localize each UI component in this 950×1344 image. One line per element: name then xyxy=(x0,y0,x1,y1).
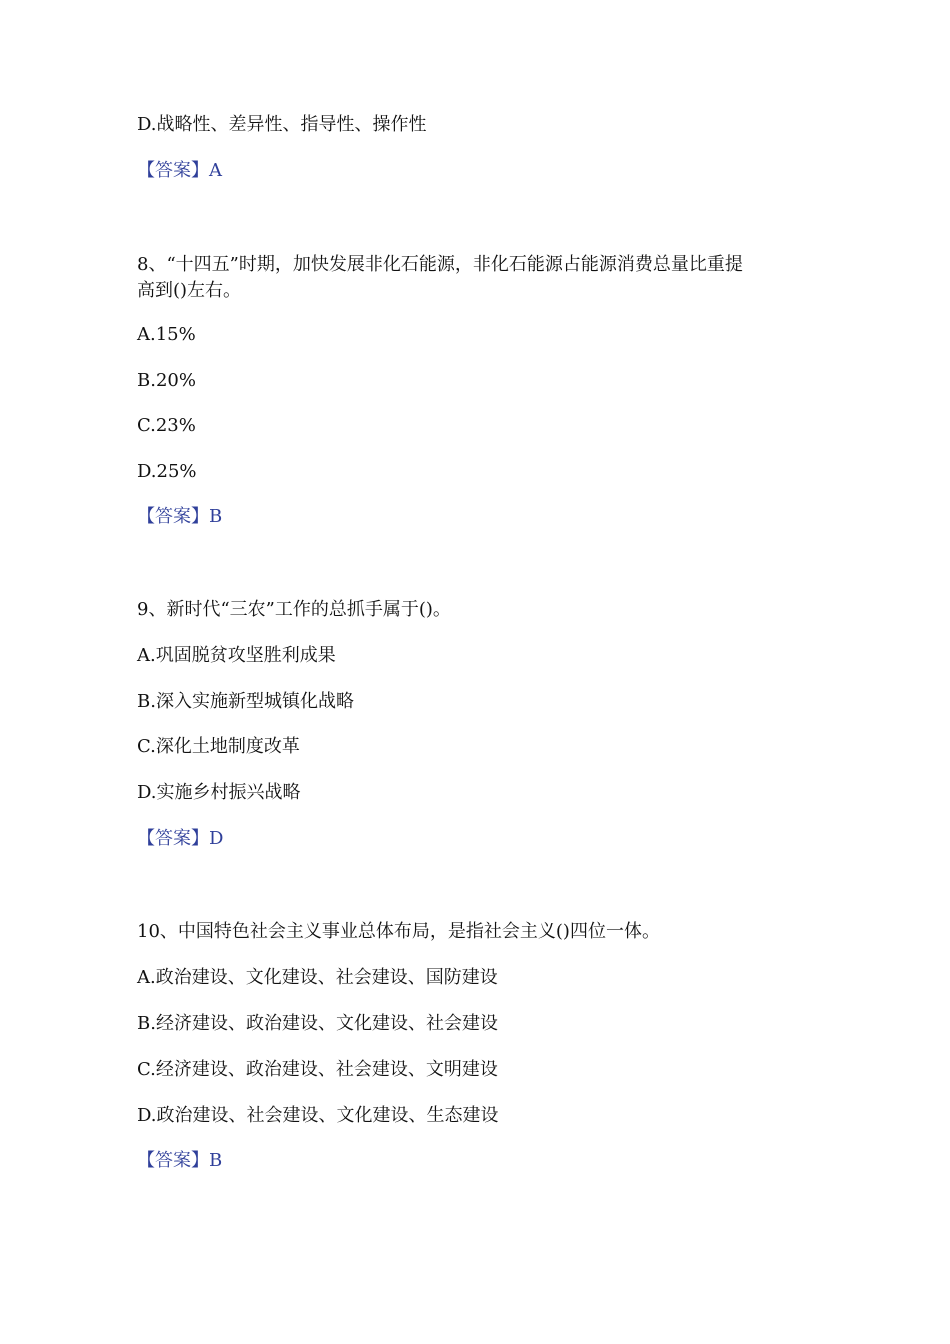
q9-option-a: A.巩固脱贫攻坚胜利成果 xyxy=(137,645,336,666)
q8-question-line-1: 8、“十四五”时期，加快发展非化石能源，非化石能源占能源消费总量比重提 xyxy=(137,254,743,275)
q10-answer: 【答案】B xyxy=(137,1150,223,1171)
q9-option-d: D.实施乡村振兴战略 xyxy=(137,782,301,803)
q8-option-b: B.20% xyxy=(137,370,196,391)
q10-option-b: B.经济建设、政治建设、文化建设、社会建设 xyxy=(137,1013,498,1034)
q9-answer: 【答案】D xyxy=(137,828,224,849)
q7-option-d: D.战略性、差异性、指导性、操作性 xyxy=(137,114,427,135)
q8-answer: 【答案】B xyxy=(137,506,223,527)
q9-option-c: C.深化土地制度改革 xyxy=(137,736,300,757)
q10-option-c: C.经济建设、政治建设、社会建设、文明建设 xyxy=(137,1059,498,1080)
q8-option-d: D.25% xyxy=(137,461,197,482)
q9-question: 9、新时代“三农”工作的总抓手属于()。 xyxy=(137,599,451,620)
q8-option-a: A.15% xyxy=(137,324,196,345)
q8-question-line-2: 高到()左右。 xyxy=(137,280,242,301)
q7-answer: 【答案】A xyxy=(137,160,222,181)
q10-question: 10、中国特色社会主义事业总体布局，是指社会主义()四位一体。 xyxy=(137,921,660,942)
q10-option-d: D.政治建设、社会建设、文化建设、生态建设 xyxy=(137,1105,499,1126)
q9-option-b: B.深入实施新型城镇化战略 xyxy=(137,691,354,712)
q10-option-a: A.政治建设、文化建设、社会建设、国防建设 xyxy=(137,967,498,988)
q8-option-c: C.23% xyxy=(137,415,196,436)
